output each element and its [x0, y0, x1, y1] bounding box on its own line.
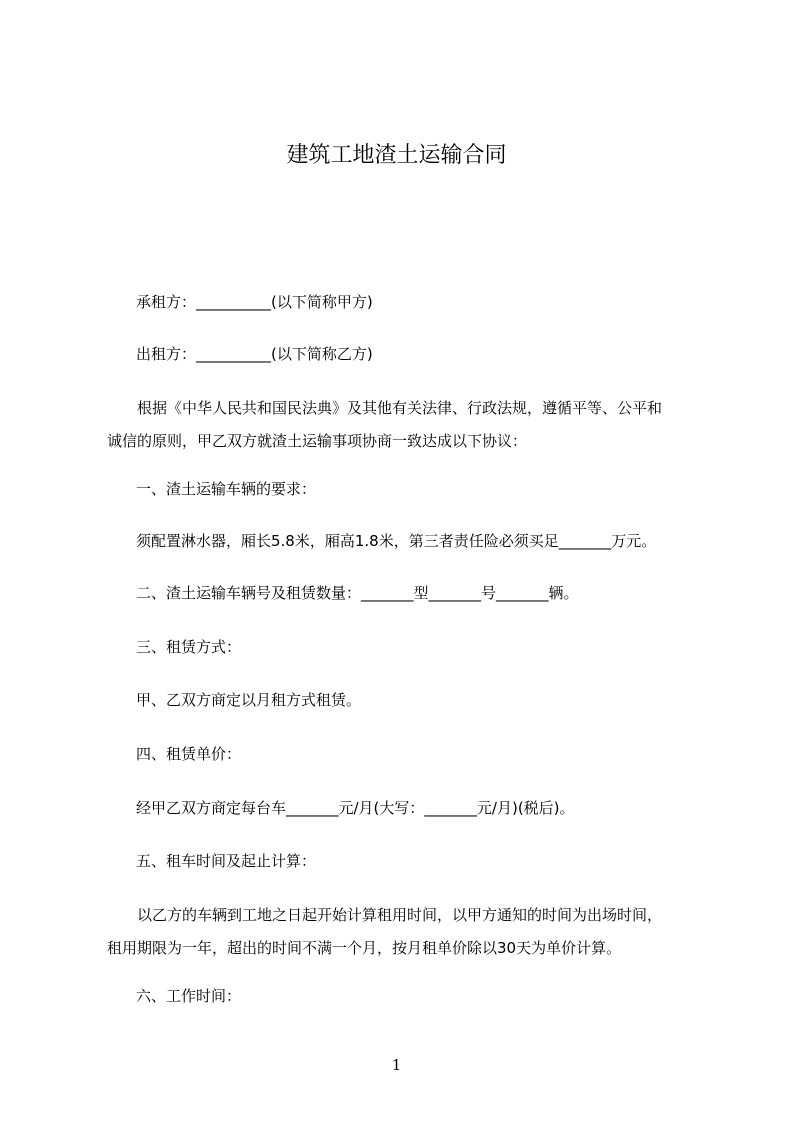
section-2-heading: 二、渣土运输车辆号及租赁数量：_______型_______号_______辆。 [136, 584, 579, 602]
section-5-heading: 五、租车时间及起止计算： [136, 852, 317, 870]
section-1-body: 须配置淋水器，厢长5.8米，厢高1.8米，第三者责任险必须买足_______万元。 [136, 532, 657, 550]
preamble-paragraph [107, 392, 707, 458]
lessor-line: 出租方：__________(以下简称乙方) [136, 345, 373, 363]
section-1-heading: 一、渣土运输车辆的要求： [136, 480, 317, 498]
section-5-body-line-1: 以乙方的车辆到工地之日起开始计算租用时间，以甲方通知的时间为出场时间， [137, 906, 663, 924]
section-4-heading: 四、租赁单价： [136, 745, 242, 763]
preamble-line-2: 诚信的原则，甲乙双方就渣土运输事项协商一致达成以下协议： [107, 432, 528, 450]
lessee-line: 承租方：__________(以下简称甲方) [136, 293, 373, 311]
section-3-heading: 三、租赁方式： [136, 638, 242, 656]
section-5-body-line-2: 租用期限为一年，超出的时间不满一个月，按月租单价除以30天为单价计算。 [107, 939, 622, 957]
section-6-heading: 六、工作时间： [136, 987, 242, 1005]
page-number: 1 [391, 1056, 402, 1074]
document-title: 建筑工地渣土运输合同 [286, 143, 507, 168]
section-4-body: 经甲乙双方商定每台车_______元/月(大写：_______元/月)(税后)。 [136, 799, 575, 817]
preamble-line-1: 根据《中华人民共和国民法典》及其他有关法律、行政法规，遵循平等、公平和 [137, 399, 663, 417]
section-3-body: 甲、乙双方商定以月租方式租赁。 [136, 691, 362, 709]
section-5-body [107, 899, 707, 965]
